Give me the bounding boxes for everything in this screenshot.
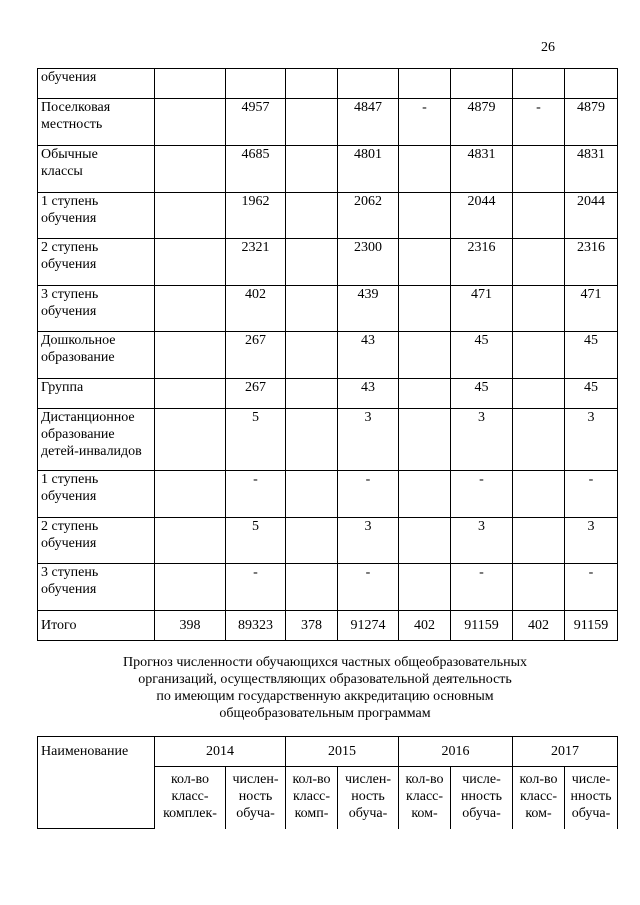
- table-cell: -: [513, 99, 565, 146]
- row-label: [38, 99, 155, 146]
- table-cell: 471: [451, 286, 513, 332]
- table-cell: 4957: [226, 99, 286, 146]
- table-row: [38, 193, 618, 239]
- table-cell: 5: [226, 409, 286, 471]
- table-cell: 4879: [565, 99, 618, 146]
- table-cell: [286, 99, 338, 146]
- table-row: [38, 564, 618, 611]
- table-cell: -: [565, 564, 618, 611]
- table-cell: 45: [451, 379, 513, 409]
- table-cell: 91159: [451, 611, 513, 641]
- row-label: [38, 564, 155, 611]
- table-cell: 2044: [565, 193, 618, 239]
- subheader-line: обуча-: [571, 806, 611, 821]
- table-cell: [513, 239, 565, 286]
- subheader-line: обуча-: [236, 806, 275, 821]
- subheader-line: кол-во: [405, 772, 444, 787]
- table-cell: 2316: [565, 239, 618, 286]
- caption-line: по имеющим государственную аккредитацию основным: [156, 689, 494, 704]
- row-label-line: Итого: [41, 618, 77, 633]
- table-cell: [399, 379, 451, 409]
- row-label: [38, 471, 155, 518]
- table-cell: -: [338, 471, 399, 518]
- table-cell: [399, 409, 451, 471]
- row-label: [38, 409, 155, 471]
- table-row: [38, 146, 618, 193]
- row-label: [38, 286, 155, 332]
- row-label-line: местность: [41, 117, 103, 132]
- table-cell: 439: [338, 286, 399, 332]
- table-cell: 471: [565, 286, 618, 332]
- forecast-table: [37, 736, 618, 829]
- subheader-line: обуча-: [462, 806, 501, 821]
- table-cell: [286, 239, 338, 286]
- table-cell: 4879: [451, 99, 513, 146]
- row-label: [38, 193, 155, 239]
- subheader-line: класс-: [171, 789, 209, 804]
- table-cell: [286, 332, 338, 379]
- row-label-line: 3 ступень: [41, 287, 99, 302]
- row-label: [38, 239, 155, 286]
- table-cell: 4831: [451, 146, 513, 193]
- table-cell: [399, 471, 451, 518]
- row-label-line: Дошкольное: [41, 333, 116, 348]
- table-cell: [155, 193, 226, 239]
- column-subheader: [286, 767, 338, 829]
- row-label-line: детей-инвалидов: [41, 444, 142, 459]
- table-row: [38, 332, 618, 379]
- row-label-line: 1 ступень: [41, 472, 99, 487]
- subheader-line: ком-: [411, 806, 438, 821]
- table-cell: 398: [155, 611, 226, 641]
- table-cell: [155, 69, 226, 99]
- column-subheader: [451, 767, 513, 829]
- table-cell: [399, 146, 451, 193]
- table-cell: [155, 332, 226, 379]
- table-cell: [155, 409, 226, 471]
- table-cell: 267: [226, 379, 286, 409]
- table-cell: [513, 193, 565, 239]
- row-label-line: Дистанционное: [41, 410, 135, 425]
- year-header: 2016: [399, 737, 513, 767]
- subheader-line: обуча-: [348, 806, 388, 821]
- table-row: [38, 239, 618, 286]
- column-subheader: [399, 767, 451, 829]
- subheader-line: числе-: [462, 772, 501, 787]
- subheader-line: числен-: [232, 772, 279, 787]
- row-label-line: обучения: [41, 211, 97, 226]
- table-cell: [513, 379, 565, 409]
- column-subheader: [226, 767, 286, 829]
- table-row: [38, 471, 618, 518]
- row-label-line: обучения: [41, 304, 97, 319]
- table-cell: [399, 518, 451, 564]
- table-cell: 5: [226, 518, 286, 564]
- table-cell: -: [451, 564, 513, 611]
- table-cell: 91274: [338, 611, 399, 641]
- subheader-line: класс-: [405, 789, 444, 804]
- row-label-line: Группа: [41, 380, 84, 395]
- enrollment-table: [37, 68, 618, 641]
- column-subheader: [565, 767, 618, 829]
- subheader-line: ность: [238, 789, 273, 804]
- table-cell: [513, 409, 565, 471]
- table-cell: [155, 471, 226, 518]
- table-cell: 3: [451, 409, 513, 471]
- caption-line: общеобразовательным программам: [219, 706, 431, 721]
- table-cell: [155, 379, 226, 409]
- row-label-line: обучения: [41, 257, 97, 272]
- row-label-line: 2 ступень: [41, 240, 99, 255]
- table-cell: 4847: [338, 99, 399, 146]
- table-cell: [155, 286, 226, 332]
- table-caption: [40, 654, 610, 722]
- subheader-line: нность: [460, 789, 503, 804]
- table-cell: 402: [226, 286, 286, 332]
- table-cell: [513, 471, 565, 518]
- table-cell: 2316: [451, 239, 513, 286]
- table-cell: 45: [451, 332, 513, 379]
- table-row: [38, 69, 618, 99]
- table-cell: 267: [226, 332, 286, 379]
- table-cell: [286, 564, 338, 611]
- table-cell: 45: [565, 379, 618, 409]
- table-cell: 3: [338, 518, 399, 564]
- subheader-line: класс-: [519, 789, 558, 804]
- table-cell: [513, 69, 565, 99]
- table-cell: [513, 286, 565, 332]
- subheader-line: нность: [570, 789, 612, 804]
- year-header: 2017: [513, 737, 618, 767]
- row-label-line: обучения: [41, 536, 97, 551]
- row-label-line: обучения: [41, 489, 97, 504]
- table-cell: -: [338, 564, 399, 611]
- table-cell: 402: [513, 611, 565, 641]
- table-row: [38, 409, 618, 471]
- table-cell: 91159: [565, 611, 618, 641]
- table-cell: 43: [338, 332, 399, 379]
- table-cell: [399, 69, 451, 99]
- row-label-line: Обычные: [41, 147, 98, 162]
- row-label-line: 3 ступень: [41, 565, 99, 580]
- table-cell: [513, 146, 565, 193]
- table-cell: [399, 239, 451, 286]
- table-cell: [286, 379, 338, 409]
- table-cell: [155, 99, 226, 146]
- subheader-line: числе-: [571, 772, 611, 787]
- subheader-line: класс-: [292, 789, 331, 804]
- table-cell: [513, 332, 565, 379]
- table-cell: [286, 146, 338, 193]
- table-row: [38, 611, 618, 641]
- table-cell: [286, 286, 338, 332]
- table-cell: [399, 193, 451, 239]
- table-cell: [399, 564, 451, 611]
- table-cell: -: [226, 471, 286, 518]
- table-cell: [286, 193, 338, 239]
- table-cell: 43: [338, 379, 399, 409]
- table-cell: 3: [565, 518, 618, 564]
- row-label-line: образование: [41, 350, 115, 365]
- table-cell: 378: [286, 611, 338, 641]
- table-cell: [155, 518, 226, 564]
- row-label-line: 2 ступень: [41, 519, 99, 534]
- column-subheader: [155, 767, 226, 829]
- row-label-line: Поселковая: [41, 100, 111, 115]
- row-label: [38, 69, 155, 99]
- table-cell: [286, 471, 338, 518]
- table-cell: [155, 239, 226, 286]
- table-row: [38, 518, 618, 564]
- year-header: 2014: [155, 737, 286, 767]
- table-cell: [451, 69, 513, 99]
- table-cell: -: [451, 471, 513, 518]
- name-column-header: Наименование: [38, 737, 155, 829]
- table-cell: [286, 409, 338, 471]
- row-label-line: классы: [41, 164, 83, 179]
- subheader-line: кол-во: [292, 772, 331, 787]
- table-row: [38, 99, 618, 146]
- row-label: [38, 379, 155, 409]
- row-label-line: 1 ступень: [41, 194, 99, 209]
- table-cell: 45: [565, 332, 618, 379]
- row-label: [38, 146, 155, 193]
- table-cell: 2044: [451, 193, 513, 239]
- table-cell: [286, 69, 338, 99]
- row-label-line: обучения: [41, 70, 97, 85]
- table-cell: 4831: [565, 146, 618, 193]
- table-cell: 4685: [226, 146, 286, 193]
- row-label-line: обучения: [41, 582, 97, 597]
- table-row: [38, 286, 618, 332]
- column-subheader: [513, 767, 565, 829]
- subheader-line: ность: [351, 789, 385, 804]
- subheader-line: комплек-: [163, 806, 217, 821]
- table-cell: [155, 146, 226, 193]
- subheader-line: числен-: [344, 772, 392, 787]
- row-label: [38, 332, 155, 379]
- year-header: 2015: [286, 737, 399, 767]
- subheader-line: ком-: [525, 806, 552, 821]
- table-cell: 4801: [338, 146, 399, 193]
- caption-line: Прогноз численности обучающихся частных общеобразовательных: [122, 655, 528, 670]
- table-cell: [338, 69, 399, 99]
- column-subheader: [338, 767, 399, 829]
- table-cell: 2062: [338, 193, 399, 239]
- table-cell: 2321: [226, 239, 286, 286]
- subheader-line: кол-во: [519, 772, 558, 787]
- table-cell: [513, 518, 565, 564]
- table-cell: [399, 286, 451, 332]
- table-cell: -: [399, 99, 451, 146]
- table-cell: 89323: [226, 611, 286, 641]
- row-label: [38, 518, 155, 564]
- table-cell: [155, 564, 226, 611]
- table-cell: [226, 69, 286, 99]
- table-cell: [565, 69, 618, 99]
- table-cell: -: [565, 471, 618, 518]
- row-label-line: образование: [41, 427, 115, 442]
- table-cell: 3: [338, 409, 399, 471]
- row-label: [38, 611, 155, 641]
- table-cell: [399, 332, 451, 379]
- table-cell: 2300: [338, 239, 399, 286]
- table-cell: [286, 518, 338, 564]
- page-number: 26: [541, 40, 555, 55]
- table-cell: 402: [399, 611, 451, 641]
- subheader-line: комп-: [294, 806, 329, 821]
- table-cell: 3: [565, 409, 618, 471]
- table-cell: [513, 564, 565, 611]
- table-row: [38, 379, 618, 409]
- caption-line: организаций, осуществляющих образовательной деятельность: [138, 672, 512, 687]
- subheader-line: кол-во: [170, 772, 210, 787]
- table-cell: 1962: [226, 193, 286, 239]
- table-cell: 3: [451, 518, 513, 564]
- table-cell: -: [226, 564, 286, 611]
